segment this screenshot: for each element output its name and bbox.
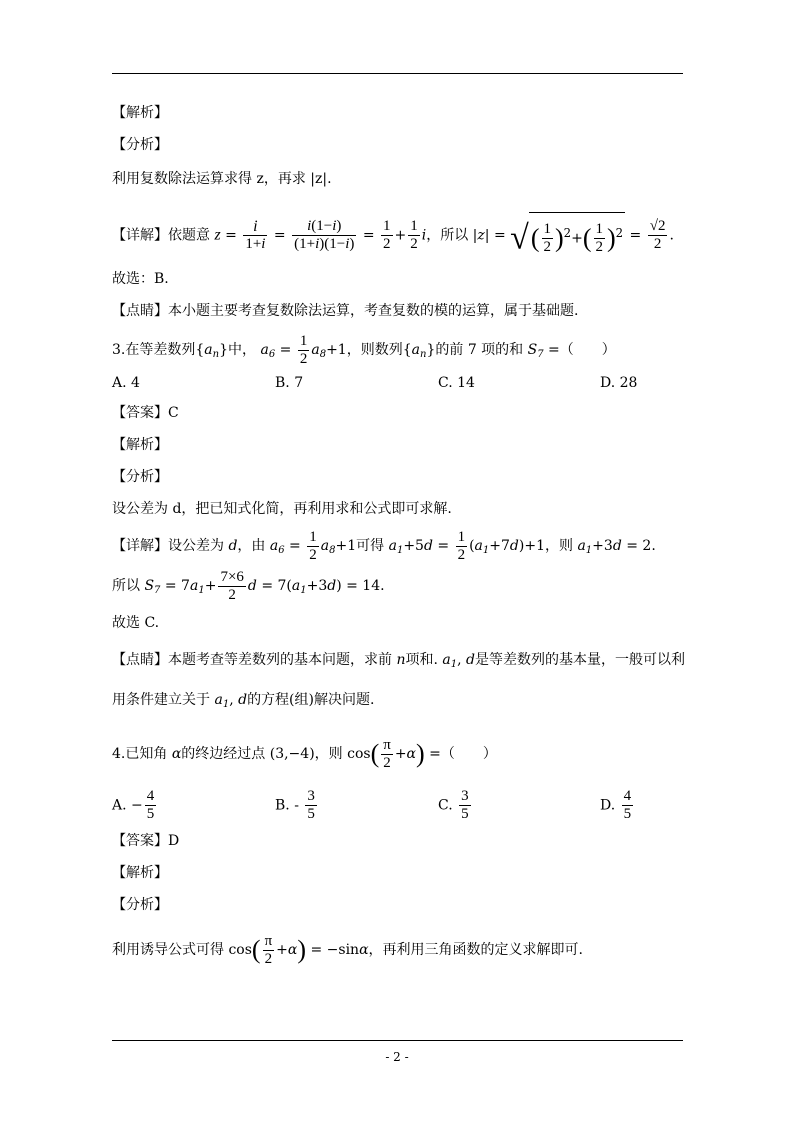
q4-stem-b: 的终边经过点 bbox=[181, 746, 266, 762]
q4-analysis-a: 利用诱导公式可得 bbox=[112, 942, 224, 958]
q3-comment-d: 用条件建立关于 bbox=[112, 692, 210, 708]
q3-comment-line1: 【点睛】本题考查等差数列的基本问题，求前 n项和. $a_1$, d是等差数列的基本量，一般可以利 bbox=[112, 652, 685, 670]
page-number: - 2 - bbox=[385, 1050, 409, 1064]
q3-detail-a: 设公差为 bbox=[168, 538, 224, 554]
q3-tag-fenxi: 【分析】 bbox=[112, 469, 168, 485]
q4-option-b-label: B. - bbox=[275, 797, 299, 814]
q3-stem-d: 的前 7 项的和 bbox=[435, 342, 524, 358]
q2-comment bbox=[112, 302, 578, 320]
q4-option-c-label: C. bbox=[438, 797, 453, 814]
header-rule bbox=[112, 73, 683, 74]
tag-xiangjie: 【详解】 bbox=[112, 227, 168, 244]
tag-jiexi: 【解析】 bbox=[112, 105, 168, 121]
q3-sum-prefix: 所以 bbox=[112, 578, 140, 594]
q3-tag-jiexi: 【解析】 bbox=[112, 437, 168, 453]
q3-stem-b: 中， bbox=[228, 342, 257, 358]
tag-fenxi: 【分析】 bbox=[112, 137, 168, 153]
q3-comment-line2: 用条件建立关于 $a_1$, d的方程(组)解决问题. bbox=[112, 692, 375, 710]
q2-analysis: 利用复数除法运算求得 z，再求 |z|. bbox=[112, 171, 332, 187]
q3-answer-value: C bbox=[168, 405, 179, 421]
q4-option-c: C. $\frac{3}{5}$ bbox=[438, 788, 469, 822]
q3-stem-c: ，则数列 bbox=[346, 342, 403, 358]
q3-option-d: D. 28 bbox=[600, 375, 638, 391]
q4-option-a-label: A. bbox=[112, 797, 127, 814]
q2-conclusion: 故选：B. bbox=[112, 271, 169, 287]
q4-tag-fenxi: 【分析】 bbox=[112, 897, 168, 913]
q3-stem: 3.在等差数列$\{a_n\}$中， $a_6$ = $\frac{1}{2}$ $a_8+1$，则数列$\{a_n\}$的前 7 项的和 $S_7$ =（ ） bbox=[112, 332, 616, 367]
tag-daan: 【答案】 bbox=[112, 405, 168, 421]
q3-conclusion: 故选 C. bbox=[112, 615, 160, 631]
q4-option-b: B. - $\frac{3}{5}$ bbox=[275, 788, 315, 822]
q2-comment-text: 本小题主要考查复数除法运算，考查复数的模的运算，属于基础题. bbox=[168, 303, 579, 319]
q3-sum: 所以 $S_7 = 7a_1+$ $\frac{7\times 6}{2}$ $d = 7(a_1+3d) = 14$. bbox=[112, 568, 385, 603]
q4-stem-c: ，则 bbox=[314, 746, 343, 762]
q3-answer bbox=[112, 404, 179, 422]
q3-comment-e: 的方程(组)解决问题. bbox=[247, 692, 375, 708]
q2-detail-mid: ，所以 bbox=[426, 227, 469, 244]
q2-detail: 【详解】依题意 z = $\frac{i}{1+i}$ = $\frac{i(1-i)}{(1+i)(1-i)}$ = $\frac{1}{2}$ + $\frac{1}{2}$ i，所以 |z| = √( $\frac{1}{2}$ )$^2$+( $\frac{1}{2}$ )$^2$ = $\frac{√2}{2}$ . bbox=[112, 212, 674, 259]
q3-stem-a: 3.在等差数列 bbox=[112, 342, 196, 358]
q3-analysis: 设公差为 d，把已知式化简，再利用求和公式即可求解. bbox=[112, 501, 452, 517]
footer-rule bbox=[112, 1040, 683, 1041]
q3-comment-a: 本题考查等差数列的基本问题，求前 bbox=[168, 652, 392, 668]
q3-detail-b: ，由 bbox=[237, 538, 266, 554]
q4-option-d: D. $\frac{4}{5}$ bbox=[600, 788, 632, 822]
q4-analysis-b: ，再利用三角函数的定义求解即可. bbox=[368, 942, 583, 958]
tag-dianjing: 【点睛】 bbox=[112, 303, 168, 319]
q4-stem: 4.已知角 α的终边经过点 (3,−4)，则 cos( $\frac{\pi}{2}$ +α) =（ ） bbox=[112, 736, 497, 771]
q4-analysis: 利用诱导公式可得 cos( $\frac{\pi}{2}$ +α) = −sinα，再利用三角函数的定义求解即可. bbox=[112, 932, 583, 967]
q4-answer-value: D bbox=[168, 833, 180, 849]
q3-stem-e: （ ） bbox=[559, 342, 616, 358]
q4-answer bbox=[112, 832, 179, 850]
q3-comment-b: 项和. bbox=[405, 652, 438, 668]
q3-detail: 【详解】设公差为 d，由 $a_6$ = $\frac{1}{2}$ $a_8+1$可得 $a_1+5d$ = $\frac{1}{2}$ $(a_1+7d)+1$，则 $a_1+3d = 2$. bbox=[112, 528, 656, 563]
q4-stem-a: 4.已知角 bbox=[112, 746, 168, 762]
q3-tag-dianjing: 【点睛】 bbox=[112, 652, 168, 668]
q2-detail-prefix: 依题意 bbox=[168, 227, 210, 244]
q3-tag-xiangjie: 【详解】 bbox=[112, 538, 168, 554]
q3-detail-d: ，则 bbox=[544, 538, 573, 554]
q3-detail-c: 可得 bbox=[356, 538, 385, 554]
q4-option-d-label: D. bbox=[600, 797, 616, 814]
q3-option-a: A. 4 bbox=[112, 375, 140, 391]
q4-tag-jiexi: 【解析】 bbox=[112, 865, 168, 881]
q3-option-b: B. 7 bbox=[275, 375, 304, 391]
q3-comment-c: 是等差数列的基本量，一般可以利 bbox=[475, 652, 685, 668]
q4-option-a: A. − $\frac{4}{5}$ bbox=[112, 788, 155, 822]
q3-option-c: C. 14 bbox=[438, 375, 475, 391]
q4-tag-daan: 【答案】 bbox=[112, 833, 168, 849]
q4-stem-d: （ ） bbox=[440, 746, 497, 762]
